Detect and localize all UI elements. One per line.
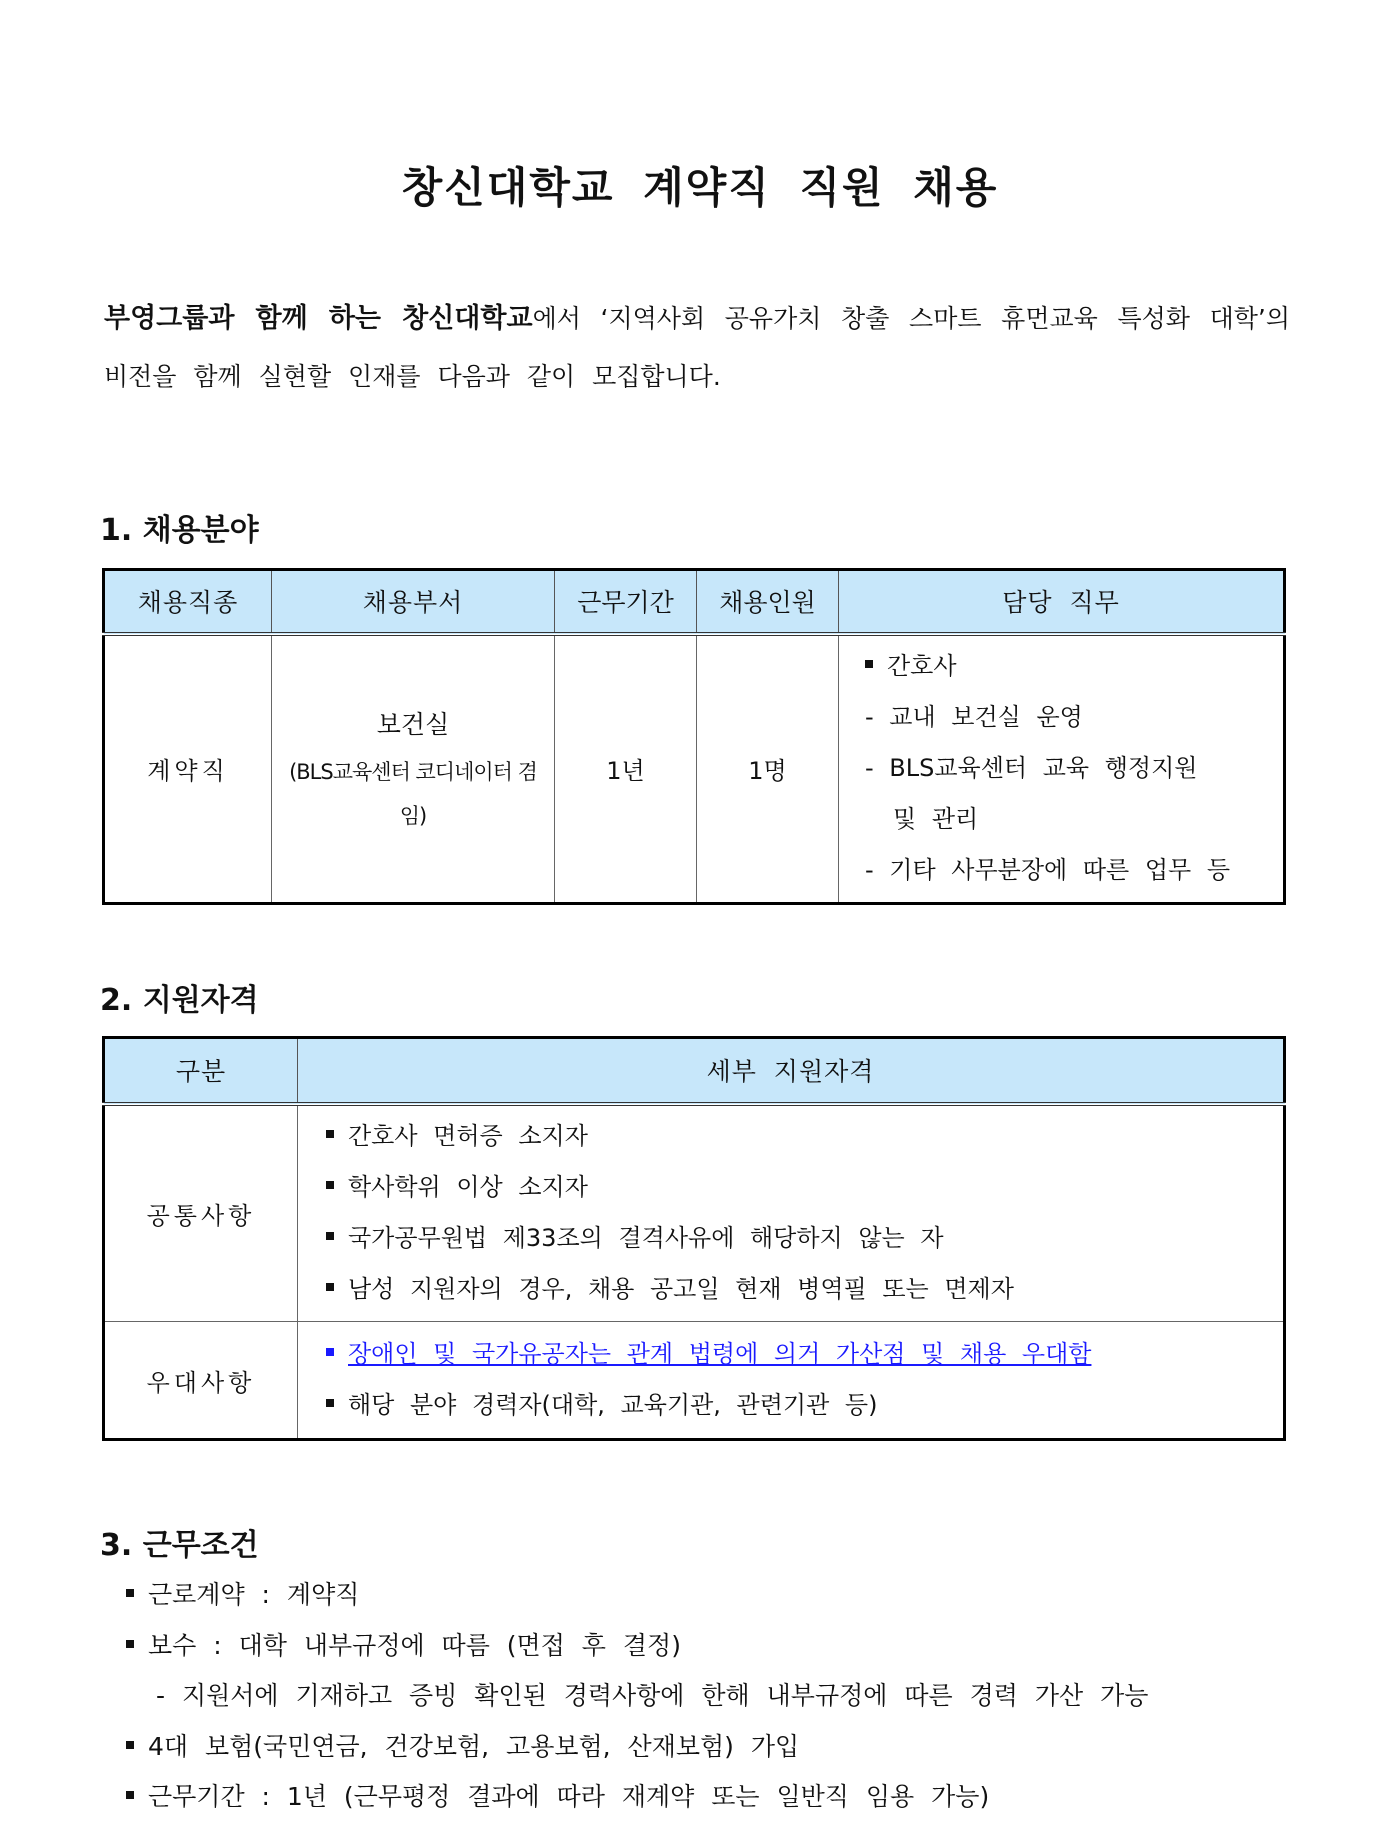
table-row [104,1104,1285,1322]
section-heading-2: 2. 지원자격 [100,983,259,1018]
section-heading-3: 3. 근무조건 [100,1528,259,1563]
job-type-cell: 계약직 [104,634,272,904]
department-name: 보건실 [376,709,450,739]
header-cell: 근무기간 [555,570,697,634]
header-cell: 담당 직무 [839,570,1285,634]
bullet-icon [326,1283,334,1291]
list-item: 남성 지원자의 경우, 채용 공고일 현재 병역필 또는 면제자 [326,1264,1282,1315]
row-label: 공통사항 [104,1104,298,1322]
bullet-icon [326,1130,334,1138]
bullet-icon [326,1232,334,1240]
condition-item: 보수 : 대학 내부규정에 따름 (면접 후 결정) [126,1626,681,1662]
bullet-icon [865,660,873,668]
bullet-icon [126,1589,134,1597]
duty-title: 간호사 [865,641,1282,692]
row-items [298,1104,1285,1322]
row-label: 우대사항 [104,1322,298,1440]
condition-subitem: - 지원서에 기재하고 증빙 확인된 경력사항에 한해 내부규정에 따른 경력 가산 가능 [156,1681,1149,1710]
intro-paragraph [104,290,1290,406]
list-item [326,1329,1282,1380]
header-cell: 채용직종 [104,570,272,634]
bullet-icon [326,1181,334,1189]
duty-item: - BLS교육센터 교육 행정지원 [865,754,1198,783]
header-cell: 세부 지원자격 [298,1038,1285,1104]
intro-text: 에서 ‘지역사회 공유가치 창출 스마트 휴먼교육 특성화 대학’의 비전을 함께 실현할 인재를 다음과 같이 모집합니다. [104,304,1290,391]
count-cell: 1명 [697,634,839,904]
list-item: 해당 분야 경력자(대학, 교육기관, 관련기관 등) [326,1380,1282,1431]
section-heading-1: 1. 채용분야 [100,513,259,548]
table-row [104,634,1285,904]
recruitment-field-table [102,568,1286,905]
preference-link[interactable]: 장애인 및 국가유공자는 관계 법령에 의거 가산점 및 채용 우대함 [348,1340,1092,1368]
table-header-row [104,570,1285,634]
department-sub: (BLS교육센터 코디네이터 겸임) [289,759,537,828]
list-item: 간호사 면허증 소지자 [326,1111,1282,1162]
list-item: 국가공무원법 제33조의 결격사유에 해당하지 않는 자 [326,1213,1282,1264]
bullet-icon [126,1640,134,1648]
header-cell: 구분 [104,1038,298,1104]
row-items [298,1322,1285,1440]
bullet-icon [326,1348,334,1356]
duty-item: - 기타 사무분장에 따른 업무 등 [865,856,1231,885]
period-cell: 1년 [555,634,697,904]
qualification-table [102,1036,1286,1441]
intro-bold: 부영그룹과 함께 하는 창신대학교 [104,303,533,334]
duty-item: 및 관리 [893,805,979,834]
duty-item: - 교내 보건실 운영 [865,703,1083,732]
table-header-row [104,1038,1285,1104]
header-cell: 채용부서 [272,570,555,634]
bullet-icon [326,1399,334,1407]
duty-cell [839,634,1285,904]
condition-item: 근무기간 : 1년 (근무평정 결과에 따라 재계약 또는 일반직 임용 가능) [126,1777,989,1813]
bullet-icon [126,1791,134,1799]
department-cell [272,634,555,904]
table-row [104,1322,1285,1440]
condition-item: 4대 보험(국민연금, 건강보험, 고용보험, 산재보험) 가입 [126,1727,799,1763]
page-title: 창신대학교 계약직 직원 채용 [401,163,999,212]
bullet-icon [126,1741,134,1749]
list-item: 학사학위 이상 소지자 [326,1162,1282,1213]
header-cell: 채용인원 [697,570,839,634]
condition-item: 근로계약 : 계약직 [126,1575,359,1611]
